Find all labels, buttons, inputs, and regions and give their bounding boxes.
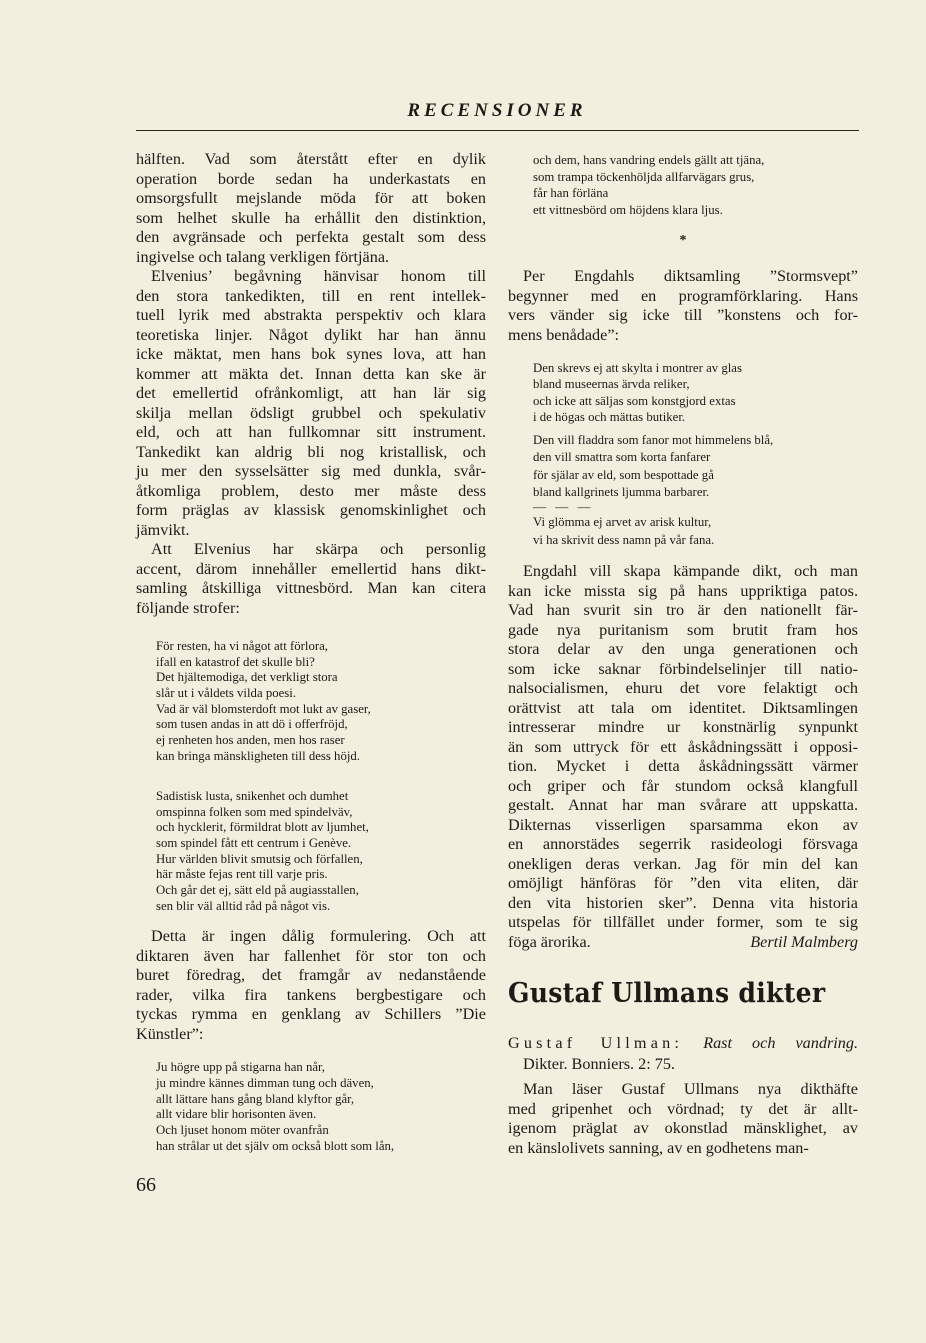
line-text: stora delar av den unga generationen och: [508, 640, 858, 658]
line-text: Dikternas visserligen sparsamma ekon av: [508, 815, 858, 834]
line-text: gestalt. Annat har man svårare att uppskatta.: [508, 796, 858, 814]
poem-line: Den vill fladdra som fanor mot himmelens blå,: [533, 433, 774, 447]
text-line: [508, 738, 858, 758]
text-line: [508, 757, 858, 777]
right-prose-3: [508, 1080, 858, 1158]
line-text: tyckas rymma en genklang av Schillers ”Die: [136, 1005, 486, 1023]
line-text: jämvikt.: [136, 520, 190, 539]
text-line: [136, 228, 486, 248]
text-line: [508, 894, 858, 914]
line-text: rader, vilka fira tankens bergbestigare och: [136, 985, 486, 1004]
line-text: föga ärorika.: [508, 932, 591, 951]
poem-line: ju mindre kännes dimman tung och däven,: [156, 1075, 374, 1090]
text-line: [508, 306, 858, 326]
citation-title: Rast och vandring.: [703, 1034, 858, 1052]
line-text: omöjligt hänföras för ”den vita eliten, där: [508, 874, 858, 892]
poem-line: den vill smattra som korta fanfarer: [533, 450, 711, 465]
poem-line: får han förläna: [533, 186, 609, 201]
text-line: [136, 423, 486, 443]
section-separator: *: [679, 233, 687, 248]
line-text: orättvist att tala om identitet. Diktsamlingen: [508, 698, 858, 717]
right-poem-stanza-1: [508, 360, 883, 426]
text-line: [508, 582, 858, 602]
line-text: en annorstädes segerrik rasideologi försvaga: [508, 835, 858, 853]
citation-details: Dikter. Bonniers. 2: 75.: [523, 1055, 675, 1073]
line-text: igenom präglat av okonstlad mänsklighet, av: [508, 1119, 858, 1137]
line-text: med gripenhet och vördnad; ty det är allt-: [508, 1099, 858, 1118]
text-line: [508, 796, 858, 816]
text-line: [136, 404, 486, 424]
text-line: [136, 248, 486, 268]
running-header: RECENSIONER: [407, 100, 587, 121]
left-poem-stanza-1: [136, 639, 506, 765]
poem-line: slår ut i våldets vilda poesi.: [156, 686, 297, 701]
poem-line: Vi glömma ej arvet av arisk kultur,: [533, 515, 712, 529]
text-line: [508, 835, 858, 855]
line-text: tuell lyrik med abstrakta perspektiv och klara: [136, 306, 486, 324]
left-prose-2: [136, 927, 486, 1044]
line-text: Man läser Gustaf Ullmans nya dikthäfte: [523, 1080, 858, 1098]
line-text: ingivelse och talang verkligen förtjäna.: [136, 247, 390, 266]
line-text: gade nya puritanism som brutit fram hos: [508, 620, 858, 639]
text-line: [136, 365, 486, 385]
text-line: [508, 562, 858, 582]
section-heading: Gustaf Ullmans dikter: [508, 978, 826, 1009]
line-text: den stora tankedikten, till en rent intellek-: [136, 286, 486, 305]
text-line: [508, 287, 858, 307]
poem-line: som tusen andas in att dö i offerfröjd,: [156, 717, 348, 732]
text-line: [508, 699, 858, 719]
poem-line: Ju högre upp på stigarna han når,: [156, 1060, 325, 1074]
text-line: [508, 777, 858, 797]
text-line: [136, 1025, 486, 1045]
text-line: [136, 384, 486, 404]
text-line: [136, 326, 486, 346]
line-text: Elvenius’ begåvning hänvisar honom till: [151, 267, 486, 285]
line-text: utspelas för tillfället under former, som te sig: [508, 913, 858, 931]
text-line: [136, 150, 486, 170]
citation-line: [508, 1033, 858, 1054]
text-line: [508, 679, 858, 699]
line-text: Per Engdahls diktsamling ”Stormsvept”: [523, 267, 858, 285]
line-text: operation borde sedan ha underkastats en: [136, 169, 486, 188]
text-line: [508, 874, 858, 894]
text-line: [136, 482, 486, 502]
poem-line: ifall en katastrof det skulle bli?: [156, 654, 315, 669]
text-line: [508, 913, 858, 933]
line-text: Vad han svurit sin tro är den nationellt fär-: [508, 601, 858, 619]
right-prose-1: [508, 267, 858, 345]
line-text: intresserar mindre ur konstnärlig synpunkt: [508, 718, 858, 736]
line-text: form präglas av klassisk genomskinlighet och: [136, 501, 486, 519]
poem-line: vi ha skrivit dess namn på vår fana.: [533, 533, 715, 547]
text-line: [508, 1100, 858, 1120]
line-text: en känslolivets sanning, av en godhetens man-: [508, 1138, 809, 1157]
line-text: buret föredrag, det framgår av nedanstående: [136, 966, 486, 984]
line-text: följande strofer:: [136, 598, 240, 617]
text-line: [508, 660, 858, 680]
poem-line: Det hjältemodiga, det verkligt stora: [156, 670, 338, 685]
poem-line: allt lättare hans gång bland klyftor går,: [156, 1091, 355, 1106]
line-text: tion. Mycket i detta åskådningssätt värmer: [508, 757, 858, 775]
poem-line: Vad är väl blomsterdoft mot lukt av gaser,: [156, 701, 371, 716]
line-text: nalsocialismen, ehuru det vore felaktigt och: [508, 679, 858, 697]
text-line: [136, 966, 486, 986]
line-text: den vita historien sker”. Denna vita historia: [508, 893, 858, 912]
line-text: eld, och att han fullkomnar sitt instrument.: [136, 423, 486, 441]
text-line: [508, 621, 858, 641]
line-text: kan icke missta sig på hans uppriktiga patos.: [508, 581, 858, 600]
text-line: [136, 462, 486, 482]
left-prose-1: [136, 150, 486, 618]
text-line: [136, 986, 486, 1006]
poem-line: och dem, hans vandring endels gällt att tjäna,: [533, 153, 765, 167]
line-text: som helhet skulle ha erhållit den distinktion,: [136, 208, 486, 227]
poem-line: Hur världen blivit smutsig och förfallen,: [156, 851, 363, 866]
line-text: kommer att mäkta det. Innan detta kan ske är: [136, 364, 486, 383]
text-line: [136, 170, 486, 190]
text-line: [136, 599, 486, 619]
page-number: 66: [136, 1174, 156, 1196]
text-line: [136, 540, 486, 560]
text-line: [508, 640, 858, 660]
line-text: den avgränsade och perfekta gestalt som dess: [136, 228, 486, 246]
line-text: än som uttryck för ett åskådningssätt i opposi-: [508, 737, 858, 756]
text-line: [136, 501, 486, 521]
line-text: icke mäktat, men hans bok synes lova, att han: [136, 345, 486, 363]
text-line: [508, 718, 858, 738]
poem-line: Den skrevs ej att skylta i montrer av glas: [533, 361, 742, 375]
left-poem-stanza-2: [136, 789, 506, 915]
poem-line: bland kallgrinets ljumma barbarer.: [533, 485, 710, 500]
text-line: [136, 521, 486, 541]
text-line: [136, 209, 486, 229]
line-text: Künstler”:: [136, 1024, 204, 1043]
line-text: accent, därom innehåller emellertid hans dikt-: [136, 559, 486, 578]
line-text: mens benådade”:: [508, 325, 620, 344]
text-line: [508, 1119, 858, 1139]
line-text: och griper och får stundom också klangfull: [508, 776, 858, 795]
poem-line: allt vidare blir horisonten även.: [156, 1107, 317, 1122]
poem-line: som spindel fått ett centrum i Genève.: [156, 836, 352, 851]
poem-line: För resten, ha vi något att förlora,: [156, 639, 328, 653]
book-citation: [508, 1033, 858, 1075]
author-signature: Bertil Malmberg: [750, 932, 858, 951]
poem-line: som trampa töckenhöljda allfarvägars grus,: [533, 169, 755, 184]
line-text: det emellertid ofrånkomligt, att han lär sig: [136, 384, 486, 402]
line-text: omsorgsfullt mejslande möda för att boken: [136, 189, 486, 207]
citation-author: Gustaf Ullman:: [508, 1034, 684, 1052]
poem-line: och icke att säljas som konstgjord extas: [533, 393, 736, 408]
left-poem-stanza-3: [136, 1060, 506, 1155]
line-text: teoretiska linjer. Något dylikt har han ännu: [136, 325, 486, 344]
line-text: Engdahl vill skapa kämpande dikt, och man: [523, 562, 858, 580]
poem-line: Och ljuset honom möter ovanfrån: [156, 1123, 329, 1138]
line-text: Tankedikt kan aldrig bli nog kristallisk, och: [136, 442, 486, 461]
text-line: [136, 927, 486, 947]
poem-line: i de högas och mättas butiker.: [533, 410, 686, 425]
poem-break: — — —: [533, 499, 594, 514]
text-line: [136, 189, 486, 209]
poem-line: omspinna folken som med spindelväv,: [156, 804, 353, 819]
text-line: [136, 345, 486, 365]
text-line: [508, 601, 858, 621]
line-text: som icke saknar förbindelselinjer till natio-: [508, 659, 858, 678]
text-line: [136, 579, 486, 599]
right-poem-final: [508, 513, 883, 549]
line-text: Att Elvenius har skärpa och personlig: [151, 540, 486, 558]
text-line: [136, 560, 486, 580]
line-text: hälften. Vad som återstått efter en dylik: [136, 150, 486, 168]
right-poem-stanza-2: [508, 432, 883, 502]
text-line: [508, 326, 858, 346]
poem-line: ett vittnesbörd om höjdens klara ljus.: [533, 202, 723, 217]
right-prose-2: [508, 562, 858, 952]
poem-line: bland museernas ärvda reliker,: [533, 377, 690, 392]
text-line: [136, 306, 486, 326]
line-text: ju mer den sysselsätter sig med dunkla, svår-: [136, 462, 486, 480]
poem-line: ej renheten hos anden, men hos raser: [156, 733, 345, 748]
line-text: skilja mellan ödsligt grubbel och spekulativ: [136, 403, 486, 422]
header-rule: [136, 130, 859, 131]
text-line: [136, 443, 486, 463]
line-text: diktaren även har fallenhet för stor ton och: [136, 946, 486, 965]
line-text: vers vänder sig icke till ”konstens och for-: [508, 306, 858, 324]
line-text: åtkomliga problem, desto mer måste dess: [136, 481, 486, 500]
poem-line: och hycklerit, förmildrat blott av ljumhet,: [156, 820, 369, 835]
poem-line: Och går det ej, sätt eld på augiasstallen,: [156, 883, 359, 898]
text-line: [136, 287, 486, 307]
text-line: [508, 1139, 858, 1159]
text-line: [136, 1005, 486, 1025]
text-line: [136, 947, 486, 967]
line-text: begynner med en programförklaring. Hans: [508, 286, 858, 305]
poem-line: han strålar ut det själv om också blott som lån,: [156, 1138, 395, 1153]
poem-line: kan bringa mänskligheten till dess höjd.: [156, 748, 361, 763]
poem-line: här måste fejas rent till varje pris.: [156, 867, 328, 882]
poem-line: för själar av eld, som bespottade gå: [533, 467, 714, 482]
text-line: [136, 267, 486, 287]
text-line: [508, 816, 858, 836]
right-poem-continued: [508, 152, 883, 218]
text-line: [508, 1080, 858, 1100]
text-line: [508, 855, 858, 875]
poem-line: Sadistisk lusta, snikenhet och dumhet: [156, 789, 349, 803]
line-text: samling åtskilliga vittnesbörd. Man kan citera: [136, 579, 486, 597]
line-text: Detta är ingen dålig formulering. Och att: [151, 927, 486, 945]
line-text: onekligen deras verkan. Jag för min del kan: [508, 854, 858, 873]
text-line: [508, 933, 858, 953]
text-line: [508, 267, 858, 287]
poem-line: sen blir väl alltid råd på något vis.: [156, 898, 331, 913]
